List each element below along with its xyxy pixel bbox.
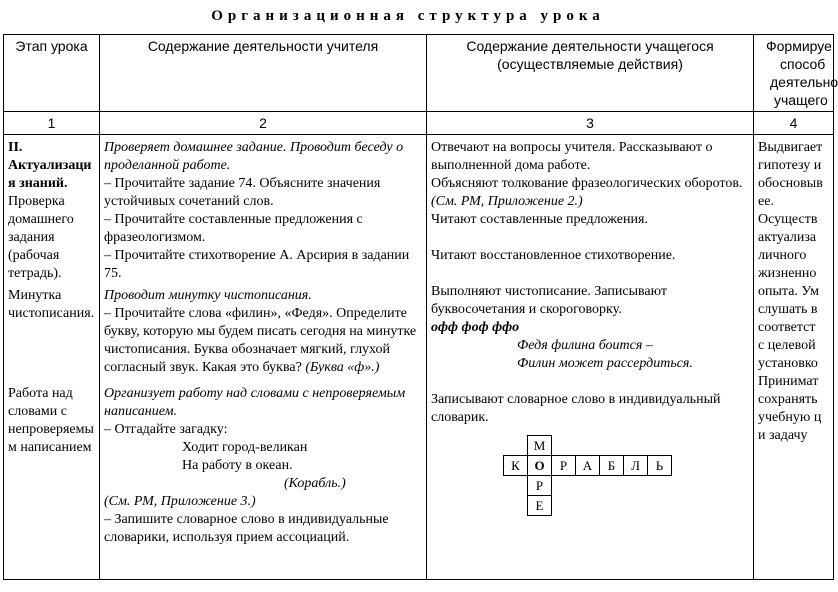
column-number-row: 1 2 3 4	[4, 112, 834, 135]
crossword-cell: О	[528, 456, 552, 476]
crossword-cell: К	[504, 456, 528, 476]
crossword-cell: Р	[528, 476, 552, 496]
crossword	[503, 435, 672, 516]
forming-column: Выдвигает гипотезу и обосновыв ее. Осуществ актуализа личного жизненно опыта. Ум слушать в соответст с целевой установко Принимат сохранять учебную ц и задачу	[754, 135, 834, 580]
stage-column	[4, 135, 100, 580]
crossword-cell: А	[576, 456, 600, 476]
header-teacher: Содержание деятельности учителя	[100, 35, 427, 112]
stage-1-title: II. Актуализаци я знаний.	[8, 140, 92, 191]
stage-1-text: Проверка домашнего задания (рабочая тетрадь).	[8, 194, 74, 281]
content-row	[4, 135, 834, 580]
header-forming: Формируе способ деятельно учащего	[754, 35, 834, 112]
stage-3: Работа над словами с непроверяемы м написанием	[8, 386, 94, 455]
crossword-cell: Р	[552, 456, 576, 476]
teacher-column: Проверяет домашнее задание. Проводит беседу о проделанной работе. – Прочитайте задание 74. Объясните значения устойчивых сочетаний слов. – Прочитайте составленные предложения с фразеологизмом. – Прочитайте стихотворение А. Арсирия в задании 75. Проводит минутку чистописания. – Прочитайте слова «филин», «Федя». Определите букву, которую мы будем писать сегодня на минутке чистописания. Буква обозначает мягкий, глухой согласный звук. Какая это буква? (Буква «ф».) Организует работу над словами с непроверяемым написанием. – Отгадайте загадку: Ходит город-великан На работу в океан. (Корабль.) (См. РМ, Приложение 3.) – Запишите словарное слово в индивидуальные словарики, используя прием ассоциаций.	[100, 135, 427, 580]
crossword-cell: Е	[528, 496, 552, 516]
header-student: Содержание деятельности учащегося (осуществляемые действия)	[427, 35, 754, 112]
header-stage: Этап урока	[4, 35, 100, 112]
header-row	[4, 35, 834, 112]
crossword-cell: Б	[600, 456, 624, 476]
student-column: Отвечают на вопросы учителя. Рассказывают о выполненной дома работе. Объясняют толкование фразеологических оборотов. (См. РМ, Приложение 2.) Читают составленные предложения. Читают восстановленное стихотворение. Выполняют чистописание. Записывают буквосочетания и скороговорку. офф фоф ффо Федя филина боится – Филин может рассердиться. Записывают словарное слово в индивидуальный словарик. М К О Р А Б Л Ь Р Е	[427, 135, 754, 580]
crossword-cell: М	[528, 436, 552, 456]
lesson-structure-table	[3, 34, 838, 580]
stage-2: Минутка чистописания.	[8, 288, 95, 321]
crossword-cell: Ь	[648, 456, 672, 476]
crossword-cell: Л	[624, 456, 648, 476]
page-title: Организационная структура урока	[211, 8, 605, 24]
